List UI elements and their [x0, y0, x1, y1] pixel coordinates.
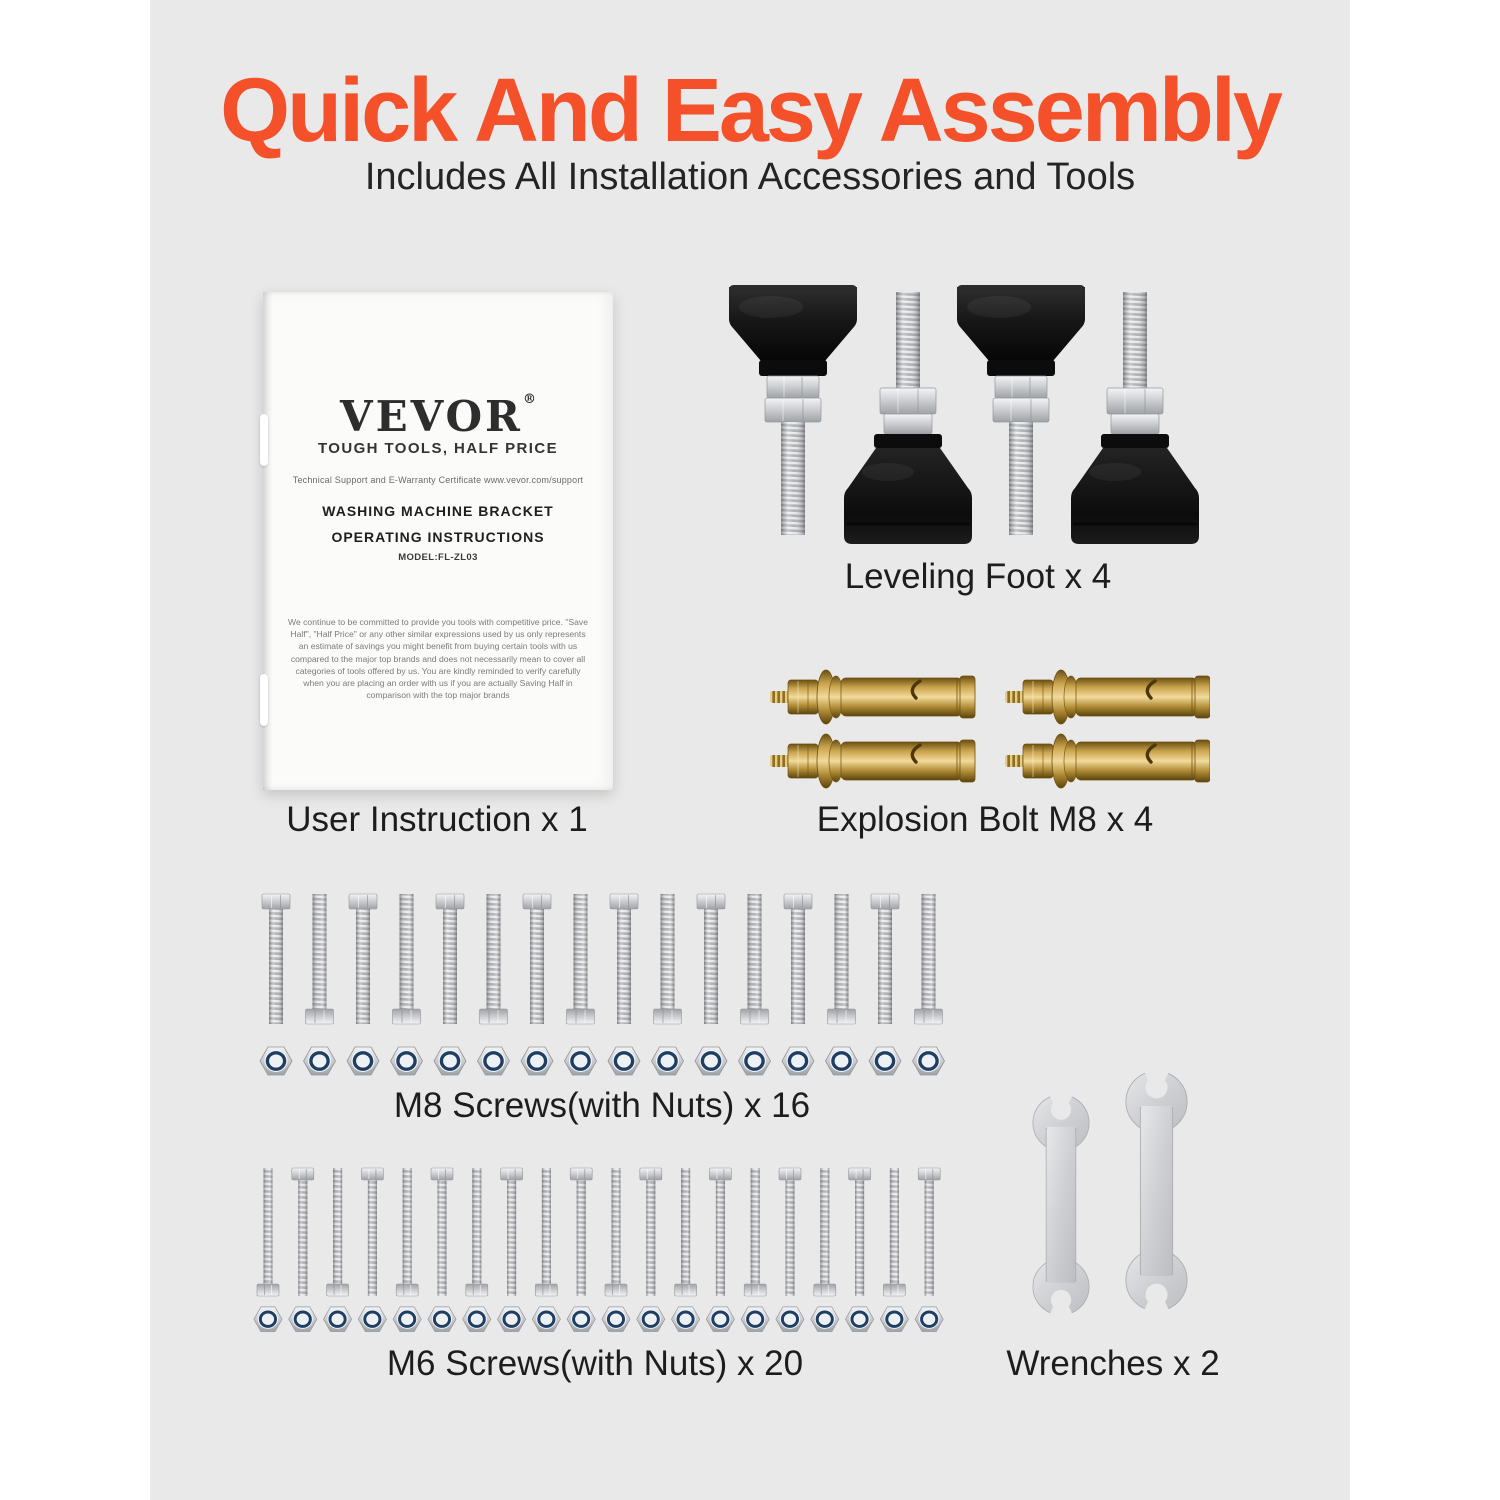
explosion-bolt-icon — [1005, 670, 1210, 724]
m6-screw-icon — [814, 1168, 836, 1296]
booklet-support-line: Technical Support and E-Warranty Certificate www.vevor.com/support — [292, 475, 584, 485]
m8-lock-nut-icon — [695, 1047, 727, 1075]
m6-lock-nut-icon — [602, 1307, 630, 1332]
m6-screw-icon — [849, 1168, 871, 1296]
m8-lock-nut-icon — [565, 1047, 597, 1075]
m8-lock-nut-icon — [434, 1047, 466, 1075]
m6-screw-icon — [466, 1168, 488, 1296]
leveling-feet-image — [700, 280, 1260, 546]
m6-lock-nut-icon — [915, 1307, 943, 1332]
m6-lock-nut-icon — [637, 1307, 665, 1332]
m6-screw-icon — [396, 1168, 418, 1296]
booklet-brand-logo — [263, 392, 613, 441]
m8-screw-icon — [262, 894, 290, 1024]
m8-lock-nut-icon — [782, 1047, 814, 1075]
m6-screw-icon — [675, 1168, 697, 1296]
m8-screw-icon — [349, 894, 377, 1024]
m8-screw-icon — [828, 894, 856, 1024]
leveling-foot-icon — [1071, 292, 1199, 544]
wrenches-image — [1012, 1055, 1202, 1335]
m6-lock-nut-icon — [497, 1307, 525, 1332]
leveling-foot-icon — [729, 285, 857, 535]
m6-screw-icon — [257, 1168, 279, 1296]
m8-lock-nut-icon — [478, 1047, 510, 1075]
caption-m6-screws: M6 Screws(with Nuts) x 20 — [386, 1344, 804, 1383]
m8-screw-icon — [306, 894, 334, 1024]
m8-screw-icon — [523, 894, 551, 1024]
m8-screw-icon — [741, 894, 769, 1024]
m6-lock-nut-icon — [845, 1307, 873, 1332]
explosion-bolt-icon — [770, 734, 975, 788]
m6-lock-nut-icon — [811, 1307, 839, 1332]
brand-text: VEVOR — [340, 392, 523, 441]
wrench-icon — [1126, 1055, 1187, 1335]
explosion-bolt-icon — [770, 670, 975, 724]
m6-screw-icon — [292, 1168, 314, 1296]
m6-screws-image — [250, 1166, 960, 1338]
explosion-bolt-icon — [1005, 734, 1210, 788]
m6-lock-nut-icon — [880, 1307, 908, 1332]
page-subtitle: Includes All Installation Accessories and Tools — [364, 156, 1136, 198]
m6-screw-icon — [570, 1168, 592, 1296]
caption-leveling-foot: Leveling Foot x 4 — [844, 557, 1112, 596]
m8-lock-nut-icon — [913, 1047, 945, 1075]
m8-lock-nut-icon — [347, 1047, 379, 1075]
m8-lock-nut-icon — [608, 1047, 640, 1075]
m6-screw-icon — [431, 1168, 453, 1296]
caption-explosion-bolt: Explosion Bolt M8 x 4 — [816, 800, 1154, 839]
booklet-model-line: MODEL:FL-ZL03 — [398, 552, 478, 563]
m6-screw-icon — [918, 1168, 940, 1296]
m6-lock-nut-icon — [567, 1307, 595, 1332]
m6-screw-icon — [501, 1168, 523, 1296]
wrench-icon — [1033, 1072, 1089, 1335]
m6-lock-nut-icon — [532, 1307, 560, 1332]
registered-mark: ® — [522, 392, 536, 407]
m6-lock-nut-icon — [358, 1307, 386, 1332]
m8-lock-nut-icon — [391, 1047, 423, 1075]
m6-lock-nut-icon — [254, 1307, 282, 1332]
booklet-fine-print: We continue to be committed to provide you tools with competitive price. "Save Half", "Half Price" or any other similar expressions used by us only represents an estimate of savings you might benefit from buying certain tools with us compared to the major top brands and does not necessarily mean to cover all categories of tools offered by us. You are kindly reminded to verify carefully when you are placing an order with us if you are actually Saving Half in comparison with the top major brands — [288, 617, 589, 701]
m8-screw-icon — [567, 894, 595, 1024]
leveling-foot-icon — [957, 285, 1085, 535]
m6-lock-nut-icon — [428, 1307, 456, 1332]
leveling-foot-icon — [844, 292, 972, 544]
m6-screw-icon — [605, 1168, 627, 1296]
m6-lock-nut-icon — [463, 1307, 491, 1332]
m8-lock-nut-icon — [739, 1047, 771, 1075]
m8-screw-icon — [784, 894, 812, 1024]
m8-screws-image — [250, 892, 960, 1082]
m8-lock-nut-icon — [869, 1047, 901, 1075]
m8-screw-icon — [480, 894, 508, 1024]
m8-screw-icon — [436, 894, 464, 1024]
m6-screw-icon — [327, 1168, 349, 1296]
m6-lock-nut-icon — [289, 1307, 317, 1332]
m8-screw-icon — [393, 894, 421, 1024]
m8-lock-nut-icon — [521, 1047, 553, 1075]
m6-screw-icon — [883, 1168, 905, 1296]
m6-lock-nut-icon — [393, 1307, 421, 1332]
m6-lock-nut-icon — [706, 1307, 734, 1332]
m6-screw-icon — [744, 1168, 766, 1296]
instruction-booklet — [263, 292, 613, 790]
booklet-binding-tab — [260, 674, 268, 726]
booklet-doc-title-2: OPERATING INSTRUCTIONS — [331, 529, 545, 545]
m6-lock-nut-icon — [323, 1307, 351, 1332]
m6-screw-icon — [361, 1168, 383, 1296]
caption-wrenches: Wrenches x 2 — [1006, 1344, 1220, 1383]
m6-screw-icon — [779, 1168, 801, 1296]
m8-lock-nut-icon — [304, 1047, 336, 1075]
m6-screw-icon — [535, 1168, 557, 1296]
m6-lock-nut-icon — [671, 1307, 699, 1332]
m6-lock-nut-icon — [741, 1307, 769, 1332]
m8-screw-icon — [697, 894, 725, 1024]
m8-screw-icon — [915, 894, 943, 1024]
caption-user-instruction: User Instruction x 1 — [286, 800, 588, 839]
m6-lock-nut-icon — [776, 1307, 804, 1332]
m8-lock-nut-icon — [260, 1047, 292, 1075]
m8-screw-icon — [610, 894, 638, 1024]
m8-screw-icon — [871, 894, 899, 1024]
m6-screw-icon — [640, 1168, 662, 1296]
booklet-tagline: TOUGH TOOLS, HALF PRICE — [318, 440, 558, 457]
caption-m8-screws: M8 Screws(with Nuts) x 16 — [393, 1086, 811, 1125]
m8-screw-icon — [654, 894, 682, 1024]
m8-lock-nut-icon — [652, 1047, 684, 1075]
m6-screw-icon — [709, 1168, 731, 1296]
booklet-doc-title-1: WASHING MACHINE BRACKET — [322, 503, 554, 519]
page-title: Quick And Easy Assembly — [220, 61, 1280, 161]
m8-lock-nut-icon — [826, 1047, 858, 1075]
explosion-bolts-image — [770, 668, 1210, 793]
